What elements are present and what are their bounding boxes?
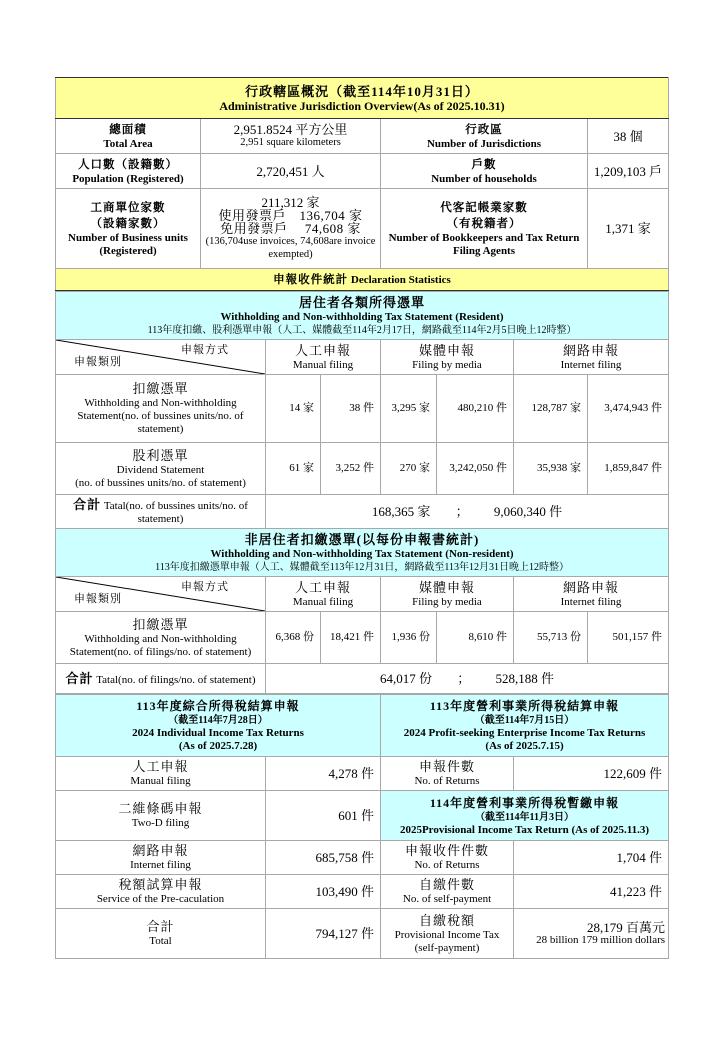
nonresident-title-zh: 非居住者扣繳憑單(以每份申報書統計) [244,531,480,547]
individual-label-en: Internet filing [130,859,191,871]
total-area-label-zh: 總面積 [109,123,147,136]
separator: ； [457,671,471,686]
bookkeepers-label-zh2: （有稅籍者） [446,217,522,230]
individual-label-en: Manual filing [130,775,191,787]
declaration-header-row [56,269,669,291]
table-row [56,875,669,909]
provisional-tax-value-en: 28 billion 179 million dollars [536,933,666,946]
individual-label-en: Total [149,935,172,947]
provisional-label-en: Provisional Income Tax [394,928,500,941]
population-row [56,154,669,189]
nonresident-header-row [56,529,669,577]
table-cell: 128,787 家 [514,375,588,443]
business-with-invoice: 使用發票戶 136,704 家 [218,208,363,223]
table-cell: 18,421 件 [321,612,381,664]
table-cell: 14 家 [266,375,321,443]
business-without-invoice: 免用發票戶 74,608 家 [220,221,361,236]
provisional-title-en: 2025Provisional Income Tax Return (As of 2025.11.3) [399,823,650,836]
individual-value: 794,127 件 [266,909,381,959]
returns-header-row [56,695,669,757]
provisional-label-zh: 自繳稅額 [419,912,476,928]
resident-title-zh: 居住者各類所得憑單 [299,294,426,310]
table-row [56,757,669,791]
enterprise-title-en: 2024 Profit-seeking Enterprise Income Tax Returns [403,727,646,739]
overview-title-en: Administrative Jurisdiction Overview(As of 2025.10.31) [219,98,505,113]
table-row [56,375,669,443]
nonresident-diag-bottom: 申報類別 [74,593,122,605]
individual-value: 601 件 [266,791,381,841]
provisional-label-zh: 自繳件數 [419,877,476,892]
resident-total-count: 9,060,340 件 [493,504,563,519]
individual-label-zh: 二維條碼申報 [118,801,203,816]
separator: ； [455,504,469,519]
row-label-en2: (no. of bussines units/no. of statement) [75,476,246,489]
table-row [56,612,669,664]
provisional-label-en2: (self-payment) [414,941,480,954]
returns-table [55,694,669,959]
declaration-title-zh: 申報收件統計 [273,273,349,286]
jurisdictions-label-en: Number of Jurisdictions [426,137,542,150]
enterprise-returns-label-en: No. of Returns [414,775,480,787]
resident-title-en: Withholding and Non-withholding Tax Statement (Resident) [220,310,504,323]
total-area-value: 2,951.8524 平方公里 [233,122,348,137]
resident-col-internet-zh: 網路申報 [563,342,620,358]
jurisdictions-label-zh: 行政區 [465,123,503,136]
table-cell: 8,610 件 [437,612,514,664]
nonresident-total-units: 64,017 份 [379,671,432,686]
nonresident-diag-top: 申報方式 [181,581,229,593]
overview-title-zh: 行政轄區概況（截至114年10月31日） [245,83,479,99]
table-cell: 270 家 [381,443,437,495]
individual-label-zh: 合計 [146,919,175,934]
population-label-zh: 人口數（設籍數） [78,158,178,171]
enterprise-title-zh: 113年度營利事業所得稅結算申報 [429,699,620,713]
business-note: (136,704use invoices, 74,608are invoice exempted) [205,236,376,260]
business-total: 211,312 家 [261,195,320,210]
individual-title-zh: 113年度綜合所得稅結算申報 [136,699,300,713]
provisional-label-zh: 申報收件件數 [405,843,490,858]
population-label-en: Population (Registered) [72,172,184,185]
total-area-label-en: Total Area [103,137,153,150]
individual-date-en: (As of 2025.7.28) [178,740,258,752]
table-cell: 3,474,943 件 [588,375,669,443]
nonresident-col-media-en: Filing by media [412,595,482,608]
individual-label-zh: 稅額試算申報 [118,877,203,892]
table-cell: 1,936 份 [381,612,437,664]
table-cell: 501,157 件 [588,612,669,664]
table-cell: 3,242,050 件 [437,443,514,495]
resident-col-media-en: Filing by media [412,358,482,371]
resident-subtitle: 113年度扣繳、股利憑單申報（人工、媒體截至114年2月17日，網路截至114年2月5日晚上12時整） [147,324,577,336]
households-value: 1,209,103 戶 [588,154,669,189]
area-row [56,119,669,154]
nonresident-col-manual-en: Manual filing [292,595,354,608]
table-cell: 3,295 家 [381,375,437,443]
resident-diag-top: 申報方式 [181,344,229,356]
resident-column-header-row [56,340,669,375]
provisional-value: 41,223 件 [514,875,669,909]
total-label-zh: 合計 [65,670,94,686]
nonresident-col-internet-en: Internet filing [560,595,622,608]
resident-diag-bottom: 申報類別 [74,356,122,368]
resident-col-manual-zh: 人工申報 [294,342,351,358]
overview-table [55,77,669,291]
nonresident-subtitle: 113年度扣繳憑單申報（人工、媒體截至113年12月31日，網路截至113年12月31日晚上12時整） [155,561,569,573]
bookkeepers-label-en: Number of Bookkeepers and Tax Return Filing Agents [388,231,580,257]
row-label-zh: 扣繳憑單 [132,616,189,632]
row-label-en: Dividend Statement [116,463,205,476]
provisional-tax-value: 28,179 百萬元 [587,919,666,935]
individual-value: 4,278 件 [266,757,381,791]
overview-header-row [56,78,669,119]
nonresident-column-header-row [56,577,669,612]
households-label-en: Number of households [431,172,537,185]
table-cell: 3,252 件 [321,443,381,495]
nonresident-diagonal-header [56,577,266,612]
resident-total-units: 168,365 家 [371,504,431,519]
declaration-title-en: Declaration Statistics [350,273,451,286]
table-row [56,841,669,875]
business-label-en: Number of Business units [68,231,188,244]
table-cell: 35,938 家 [514,443,588,495]
individual-label-zh: 人工申報 [132,759,189,774]
resident-col-media-zh: 媒體申報 [418,342,475,358]
table-cell: 480,210 件 [437,375,514,443]
resident-table [55,291,669,694]
individual-label-en: Service of the Pre-caculation [96,893,225,905]
individual-label-zh: 網路申報 [132,843,189,858]
individual-value: 685,758 件 [266,841,381,875]
bookkeepers-label-zh: 代客記帳業家數 [440,201,528,214]
table-row [56,791,669,841]
provisional-date-zh: （截至114年11月3日） [475,811,574,823]
resident-col-internet-en: Internet filing [560,358,622,371]
resident-diagonal-header [56,340,266,375]
business-label-zh2: （設籍家數） [90,217,166,230]
total-label-en: Tatal(no. of bussines units/no. of statement) [103,500,248,525]
jurisdictions-value: 38 個 [588,119,669,154]
nonresident-col-media-zh: 媒體申報 [418,579,475,595]
individual-label-en: Two-D filing [131,817,190,829]
total-area-value-en: 2,951 square kilometers [240,137,341,148]
table-cell: 6,368 份 [266,612,321,664]
nonresident-col-manual-zh: 人工申報 [294,579,351,595]
row-label-zh: 股利憑單 [132,447,189,463]
business-label-zh: 工商單位家數 [90,201,166,214]
resident-header-row [56,292,669,340]
resident-col-manual-en: Manual filing [292,358,354,371]
table-cell: 38 件 [321,375,381,443]
nonresident-title-en: Withholding and Non-withholding Tax Statement (Non-resident) [210,547,514,560]
table-cell: 61 家 [266,443,321,495]
nonresident-col-internet-zh: 網路申報 [563,579,620,595]
business-row [56,189,669,269]
total-label-zh: 合計 [73,497,102,512]
households-label-zh: 戶數 [471,158,497,171]
table-row [56,443,669,495]
population-value: 2,720,451 人 [201,154,381,189]
individual-date-zh: （截至114年7月28日） [168,715,268,726]
provisional-value: 1,704 件 [514,841,669,875]
nonresident-total-count: 528,188 件 [495,671,555,686]
individual-title-en: 2024 Individual Income Tax Returns [132,727,304,739]
individual-value: 103,490 件 [266,875,381,909]
bookkeepers-value: 1,371 家 [588,189,669,269]
row-label-en: Withholding and Non-withholding Statement(no. of bussines units/no. of statement) [77,397,244,435]
statistics-document [55,77,668,959]
row-label-en: Withholding and Non-withholding [84,632,237,645]
provisional-label-en: No. of self-payment [402,893,492,905]
enterprise-returns-label-zh: 申報件數 [419,759,476,774]
row-label-zh: 扣繳憑單 [132,381,189,396]
table-cell: 55,713 份 [514,612,588,664]
provisional-label-en: No. of Returns [414,859,480,871]
enterprise-returns-value: 122,609 件 [514,757,669,791]
resident-total-row [56,495,669,529]
enterprise-date-zh: （截至114年7月15日） [474,715,575,726]
row-label-en2: Statement(no. of filings/no. of statement) [69,645,252,658]
total-label-en: Tatal(no. of filings/no. of statement) [96,673,256,686]
business-label-en2: (Registered) [99,244,157,257]
enterprise-date-en: (As of 2025.7.15) [485,740,564,752]
table-row [56,909,669,959]
provisional-title-zh: 114年度營利事業所得稅暫繳申報 [429,795,620,810]
table-cell: 1,859,847 件 [588,443,669,495]
nonresident-total-row [56,664,669,694]
